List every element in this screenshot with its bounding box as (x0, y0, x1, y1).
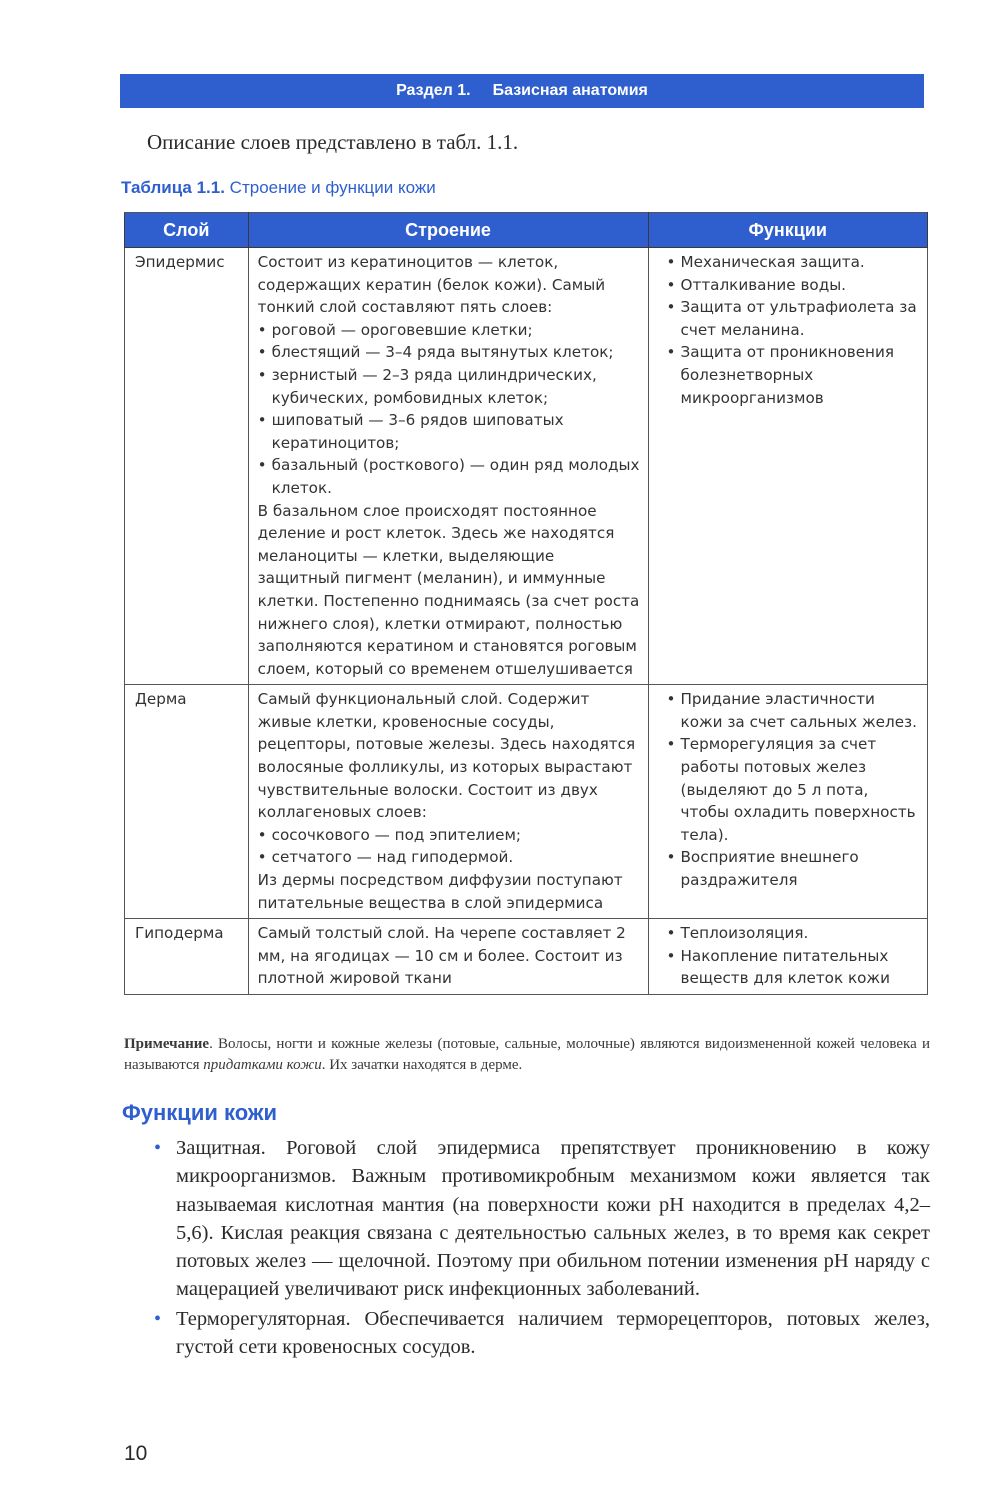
layer-cell: Гиподерма (125, 919, 249, 995)
list-item: • Терморегуляция за счет работы потовых желез (выделяют до 5 л пота, чтобы охладить поверхность тела). (667, 733, 919, 846)
list-item: • Отталкивание воды. (667, 274, 919, 297)
section-heading-skin-functions: Функции кожи (122, 1100, 277, 1125)
list-item: • роговой — ороговевшие клетки; (258, 319, 640, 342)
column-header-structure: Строение (248, 213, 648, 248)
table-row-dermis (125, 685, 928, 919)
bullet-icon: • (154, 1137, 162, 1159)
section-number: Раздел 1. (396, 82, 471, 99)
page-number: 10 (124, 1442, 148, 1465)
table-caption-label: Таблица 1.1. (121, 178, 225, 197)
table-header-row (125, 213, 928, 248)
note-text-before: . Волосы, ногти и кожные железы (потовые, сальные, молочные) являются видоизмененной кожей человека и называются (124, 1036, 930, 1073)
list-item: • Механическая защита. (667, 251, 919, 274)
structure-list (258, 319, 640, 500)
bullet-icon: • (154, 1307, 162, 1330)
functions-cell (648, 248, 927, 685)
list-item: • базальный (росткового) — один ряд молодых клеток. (258, 454, 640, 499)
structure-outro: Из дермы посредством диффузии поступают питательные вещества в слой эпидермиса (257, 871, 623, 912)
section-title: Базисная анатомия (492, 82, 648, 99)
functions-list (667, 688, 919, 891)
list-item (152, 1134, 930, 1304)
list-item-text: Защитная. Роговой слой эпидермиса препятствует проникновению в кожу микроорганизмов. Важным противомикробным механизмом кожи является так называемая кислотная мантия (на поверхности кожи pH находится в пределах 4,2–5,6). Кислая реакция связана с деятельностью сальных желез, в то время как секрет потовых желез — щелочной. Поэтому при обильном потении изменения pH наряду с мацерацией увеличивают риск инфекционных заболеваний. (176, 1137, 930, 1301)
layer-cell: Эпидермис (125, 248, 249, 685)
list-item: • шиповатый — 3–6 рядов шиповатых кератиноцитов; (258, 409, 640, 454)
note-label: Примечание (124, 1036, 210, 1052)
table-row-epidermis (125, 248, 928, 685)
structure-outro: В базальном слое происходят постоянное деление и рост клеток. Здесь же находятся меланоциты — клетки, выделяющие защитный пигмент (меланин), и иммунные клетки. Постепенно поднимаясь (за счет роста нижнего слоя), клетки отмирают, полностью заполняются кератином и становятся роговым слоем, который со временем отшелушивается (257, 501, 640, 678)
intro-paragraph: Описание слоев представлено в табл. 1.1. (147, 130, 519, 154)
structure-intro: Состоит из кератиноцитов — клеток, содержащих кератин (белок кожи). Самый тонкий слой составляют пять слоев: (257, 253, 606, 317)
list-item: • зернистый — 2–3 ряда цилиндрических, кубических, ромбовидных клеток; (258, 364, 640, 409)
functions-cell (648, 685, 927, 919)
column-header-layer: Слой (125, 213, 249, 248)
list-item: • сетчатого — над гиподермой. (258, 846, 640, 869)
table-row-hypodermis (125, 919, 928, 995)
functions-list (667, 922, 919, 990)
layer-cell: Дерма (125, 685, 249, 919)
skin-functions-list (152, 1134, 930, 1362)
note-italic-term: придатками кожи (203, 1057, 322, 1073)
structure-list (258, 824, 640, 869)
list-item: • Защита от проникновения болезнетворных микроорганизмов (667, 341, 919, 409)
structure-cell (248, 685, 648, 919)
list-item: • Защита от ультрафиолета за счет меланина. (667, 296, 919, 341)
list-item: • блестящий — 3–4 ряда вытянутых клеток; (258, 341, 640, 364)
list-item-text: Терморегуляторная. Обеспечивается наличием терморецепторов, потовых желез, густой сети кровеносных сосудов. (176, 1307, 930, 1359)
list-item: • сосочкового — под эпителием; (258, 824, 640, 847)
table-caption (121, 178, 436, 198)
skin-structure-table (124, 212, 928, 995)
list-item: • Придание эластичности кожи за счет сальных желез. (667, 688, 919, 733)
list-item: • Восприятие внешнего раздражителя (667, 846, 919, 891)
table-caption-title: Строение и функции кожи (229, 178, 436, 197)
functions-cell (648, 919, 927, 995)
structure-cell (248, 248, 648, 685)
note-text-after: . Их зачатки находятся в дерме. (321, 1057, 523, 1073)
section-header-bar (120, 74, 924, 108)
structure-intro: Самый функциональный слой. Содержит живые клетки, кровеносные сосуды, рецепторы, потовые железы. Здесь находятся волосяные фолликулы, из которых вырастают чувствительные волоски. Состоит из двух коллагеновых слоев: (257, 690, 636, 822)
table-note (124, 1034, 930, 1076)
functions-list (667, 251, 919, 409)
list-item: • Накопление питательных веществ для клеток кожи (667, 945, 919, 990)
list-item: • Теплоизоляция. (667, 922, 919, 945)
list-item (152, 1305, 930, 1362)
structure-cell (248, 919, 648, 995)
column-header-functions: Функции (648, 213, 927, 248)
structure-intro: Самый толстый слой. На черепе составляет 2 мм, на ягодицах — 10 см и более. Состоит из плотной жировой ткани (257, 924, 626, 988)
